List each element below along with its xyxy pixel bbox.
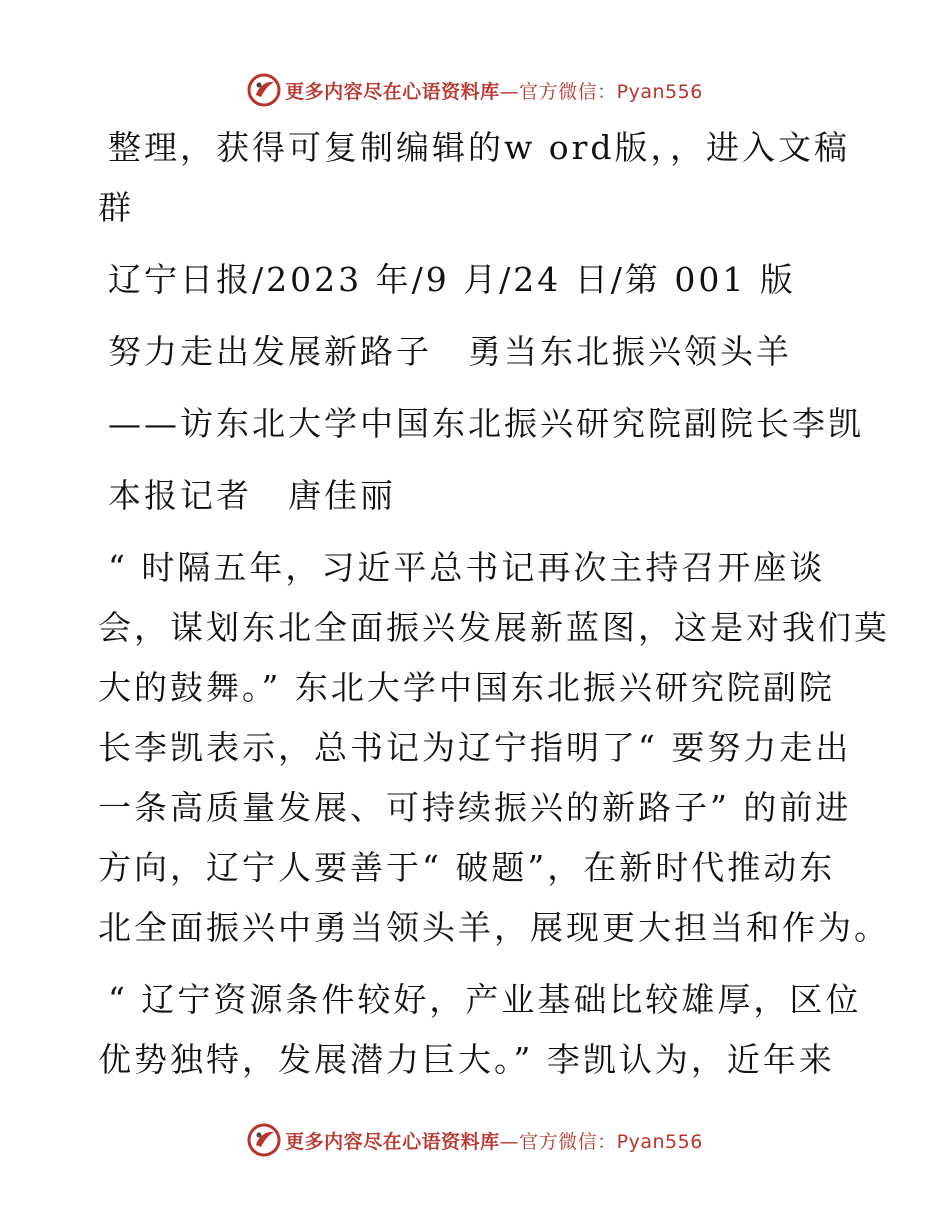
paragraph-line: 方向，辽宁人要善于“ 破题”，在新时代推动东: [98, 848, 836, 887]
banner-official-wechat: —官方微信：Pyan556: [499, 80, 703, 103]
header-banner: [0, 68, 950, 112]
banner-text: [285, 77, 703, 104]
banner-slogan: 更多内容尽在心语资料库: [285, 1130, 500, 1153]
paragraph-1: [98, 538, 890, 958]
paragraph-line: 大的鼓舞。” 东北大学中国东北振兴研究院副院: [98, 668, 835, 707]
paragraph-line: “ 辽宁资源条件较好，产业基础比较雄厚，区位: [108, 980, 862, 1019]
intro-line: 群: [98, 188, 134, 227]
paragraph-line: 优势独特，发展潜力巨大。” 李凯认为，近年来: [98, 1040, 835, 1079]
intro-line: 整理，获得可复制编辑的w ord版，，进入文稿: [108, 128, 851, 167]
banner-slogan: 更多内容尽在心语资料库: [285, 80, 500, 103]
paragraph-line: “ 时隔五年，习近平总书记再次主持召开座谈: [108, 548, 826, 587]
paragraph-line: 会，谋划东北全面振兴发展新蓝图，这是对我们莫: [98, 608, 890, 647]
byline: 本报记者 唐佳丽: [108, 476, 396, 515]
subheadline: ——访东北大学中国东北振兴研究院副院长李凯: [108, 404, 864, 443]
footer-banner: [0, 1118, 950, 1162]
banner-text: [285, 1127, 703, 1154]
paragraph-line: 长李凯表示，总书记为辽宁指明了“ 要努力走出: [98, 728, 852, 767]
paragraph-line: 北全面振兴中勇当领头羊，展现更大担当和作为。: [98, 908, 890, 947]
brand-logo-icon: [247, 73, 281, 107]
document-body: [98, 118, 890, 1090]
paragraph-line: 一条高质量发展、可持续振兴的新路子” 的前进: [98, 788, 852, 827]
paragraph-2: [98, 970, 862, 1090]
headline: 努力走出发展新路子 勇当东北振兴领头羊: [108, 332, 792, 371]
banner-official-wechat: —官方微信：Pyan556: [499, 1130, 703, 1153]
brand-logo-icon: [247, 1123, 281, 1157]
source-line: 辽宁日报/2023 年/9 月/24 日/第 001 版: [108, 260, 796, 299]
